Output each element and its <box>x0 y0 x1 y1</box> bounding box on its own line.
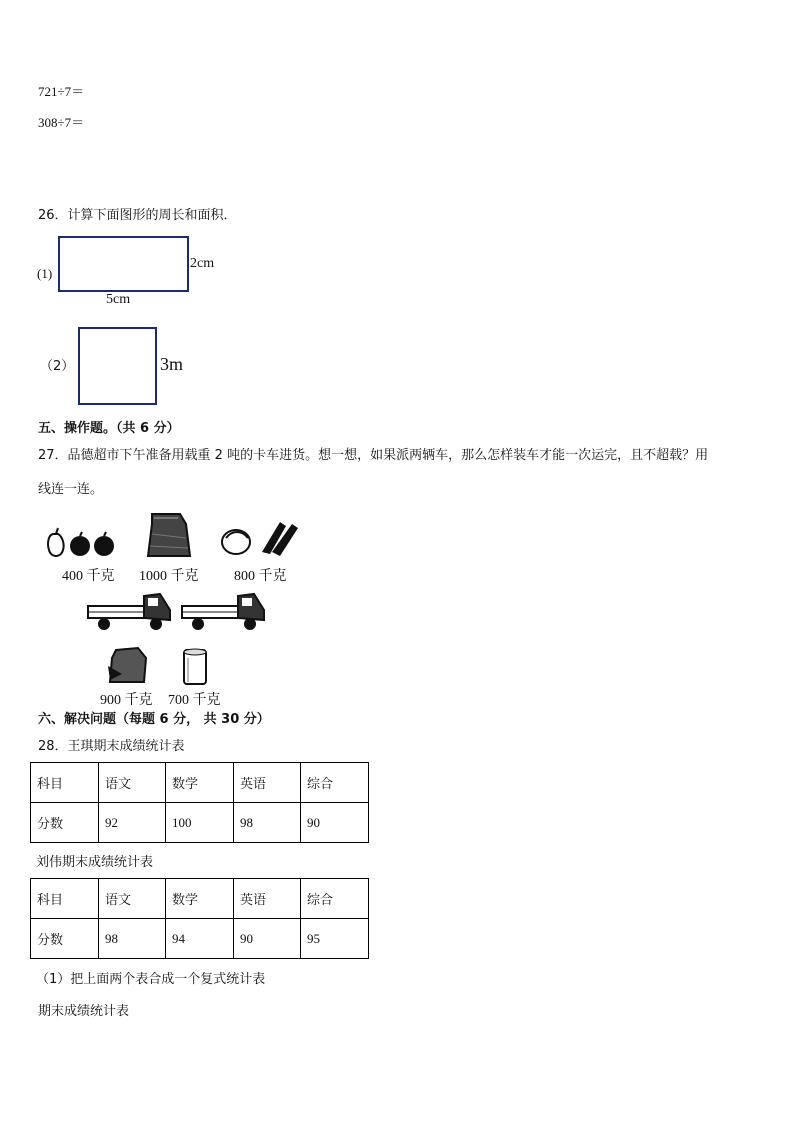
table-cell: 英语 <box>234 763 301 803</box>
table-cell: 92 <box>99 803 166 843</box>
table-row <box>31 879 369 919</box>
weight-800: 800 千克 <box>234 569 287 584</box>
bag-icon <box>108 648 146 682</box>
table2-title: 刘伟期末成绩统计表 <box>36 855 154 870</box>
table-row <box>31 763 369 803</box>
table-cell: 分数 <box>31 919 99 959</box>
weight-700: 700 千克 <box>168 693 221 708</box>
weight-1000: 1000 千克 <box>139 569 199 584</box>
table-row <box>31 803 369 843</box>
section5-title: 五、操作题。（共 6 分） <box>38 421 180 436</box>
table-cell: 科目 <box>31 879 99 919</box>
section6-title: 六、解决问题（每题 6 分， 共 30 分） <box>38 712 270 727</box>
truck-icon <box>88 594 170 630</box>
fig2-label: （2） <box>40 359 75 374</box>
table-cell: 90 <box>301 803 369 843</box>
table-cell: 98 <box>99 919 166 959</box>
table-cell: 数学 <box>166 879 234 919</box>
calc-line-2: 308÷7＝ <box>38 115 85 130</box>
q28-sub1: （1）把上面两个表合成一个复式统计表 <box>36 972 266 987</box>
calc-line-1: 721÷7＝ <box>38 84 85 99</box>
q28-title: 28．王琪期末成绩统计表 <box>38 739 185 754</box>
vegetables-icon <box>222 522 298 556</box>
table-cell: 95 <box>301 919 369 959</box>
table-cell: 语文 <box>99 763 166 803</box>
q27-text-line2: 线连一连。 <box>38 482 104 497</box>
rectangle-figure <box>58 236 189 292</box>
rectangle-height-label: 2cm <box>190 256 215 271</box>
table-cell: 98 <box>234 803 301 843</box>
table-liuwei-scores <box>30 878 369 959</box>
table-cell: 综合 <box>301 879 369 919</box>
rectangle-width-label: 5cm <box>106 292 131 307</box>
fig1-label: (1) <box>37 266 53 281</box>
square-figure <box>78 327 157 405</box>
final-table-title: 期末成绩统计表 <box>38 1004 130 1019</box>
table-cell: 分数 <box>31 803 99 843</box>
table-cell: 100 <box>166 803 234 843</box>
table-cell: 数学 <box>166 763 234 803</box>
table-cell: 语文 <box>99 879 166 919</box>
goods-illustration-top <box>40 508 310 560</box>
weight-400: 400 千克 <box>62 569 115 584</box>
table-wangqi-scores <box>30 762 369 843</box>
table-row <box>31 919 369 959</box>
weight-900: 900 千克 <box>100 693 153 708</box>
q27-text-line1: 27．品德超市下午准备用载重 2 吨的卡车进货。想一想，如果派两辆车，那么怎样装车才能一次运完，且不超载？用 <box>38 448 709 463</box>
table-cell: 科目 <box>31 763 99 803</box>
sack-icon <box>148 514 190 556</box>
fruit-icon <box>48 528 114 556</box>
trucks-illustration <box>84 586 270 634</box>
square-side-label: 3m <box>160 354 184 374</box>
table-cell: 英语 <box>234 879 301 919</box>
barrel-icon <box>184 649 206 684</box>
table-cell: 94 <box>166 919 234 959</box>
table-cell: 综合 <box>301 763 369 803</box>
truck-icon <box>182 594 264 630</box>
table-cell: 90 <box>234 919 301 959</box>
q26-title: 26．计算下面图形的周长和面积． <box>38 208 237 223</box>
goods-illustration-bottom <box>104 644 224 688</box>
